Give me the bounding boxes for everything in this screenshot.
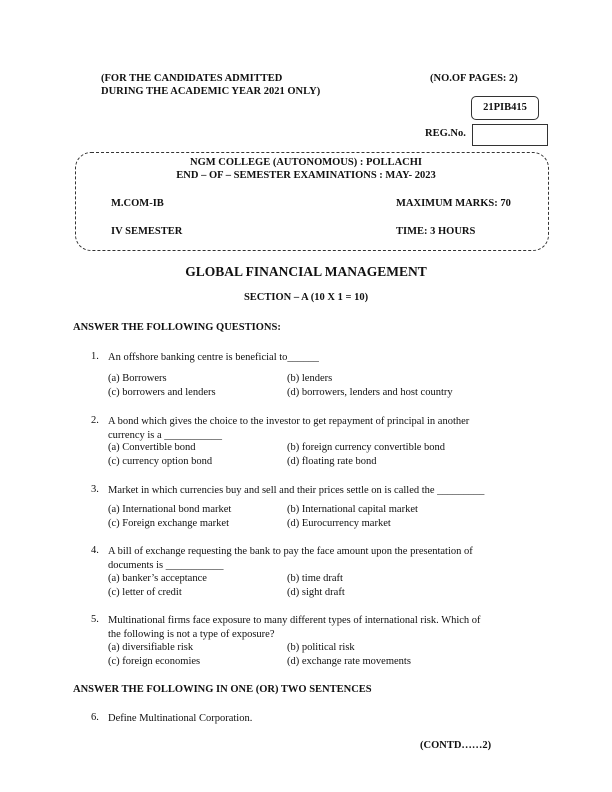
option-c: (c) letter of credit bbox=[108, 587, 182, 598]
semester: IV SEMESTER bbox=[111, 226, 183, 237]
question-text: Market in which currencies buy and sell and their prices settle on is called the _________ bbox=[108, 485, 485, 496]
question-text: Multinational firms face exposure to many different types of international risk. Which of bbox=[108, 615, 481, 626]
option-c: (c) Foreign exchange market bbox=[108, 518, 229, 529]
exam-name: END – OF – SEMESTER EXAMINATIONS : MAY- 2023 bbox=[176, 170, 436, 181]
option-a: (a) Borrowers bbox=[108, 373, 167, 384]
admission-note-line2: DURING THE ACADEMIC YEAR 2021 ONLY) bbox=[101, 86, 321, 97]
paper-code-badge: 21PIB415 bbox=[471, 96, 539, 120]
option-d: (d) exchange rate movements bbox=[287, 656, 411, 667]
option-d: (d) sight draft bbox=[287, 587, 345, 598]
reg-no-field[interactable] bbox=[472, 124, 548, 146]
option-a: (a) International bond market bbox=[108, 504, 232, 515]
question-text-cont: currency is a ___________ bbox=[108, 430, 223, 441]
continued-note: (CONTD……2) bbox=[420, 740, 492, 751]
question-number: 1. bbox=[91, 351, 99, 362]
option-a: (a) Convertible bond bbox=[108, 442, 196, 453]
admission-note-line1: (FOR THE CANDIDATES ADMITTED bbox=[101, 73, 283, 84]
option-d: (d) floating rate bond bbox=[287, 456, 377, 467]
paper-title: GLOBAL FINANCIAL MANAGEMENT bbox=[185, 264, 427, 279]
option-a: (a) banker’s acceptance bbox=[108, 573, 207, 584]
max-marks: MAXIMUM MARKS: 70 bbox=[396, 198, 511, 209]
option-b: (b) lenders bbox=[287, 373, 333, 384]
page-count: (NO.OF PAGES: 2) bbox=[430, 73, 518, 84]
course-name: M.COM-IB bbox=[111, 198, 164, 209]
exam-duration: TIME: 3 HOURS bbox=[396, 226, 476, 237]
question-number: 3. bbox=[91, 484, 99, 495]
question-text: Define Multinational Corporation. bbox=[108, 713, 253, 724]
option-b: (b) time draft bbox=[287, 573, 343, 584]
option-b: (b) political risk bbox=[287, 642, 355, 653]
reg-no-label: REG.No. bbox=[425, 128, 466, 139]
option-c: (c) borrowers and lenders bbox=[108, 387, 216, 398]
question-number: 5. bbox=[91, 614, 99, 625]
option-c: (c) foreign economies bbox=[108, 656, 201, 667]
question-text: A bill of exchange requesting the bank to pay the face amount upon the presentation of bbox=[108, 546, 473, 557]
option-d: (d) borrowers, lenders and host country bbox=[287, 387, 453, 398]
option-d: (d) Eurocurrency market bbox=[287, 518, 391, 529]
instruction-heading-1: ANSWER THE FOLLOWING QUESTIONS: bbox=[73, 322, 281, 333]
instruction-heading-2: ANSWER THE FOLLOWING IN ONE (OR) TWO SENTENCES bbox=[73, 684, 372, 695]
section-heading: SECTION – A (10 X 1 = 10) bbox=[243, 292, 369, 303]
option-b: (b) foreign currency convertible bond bbox=[287, 442, 446, 453]
question-text-cont: the following is not a type of exposure? bbox=[108, 629, 275, 640]
question-text: A bond which gives the choice to the investor to get repayment of principal in another bbox=[108, 416, 470, 427]
question-number: 2. bbox=[91, 415, 99, 426]
question-number: 4. bbox=[91, 545, 99, 556]
college-name: NGM COLLEGE (AUTONOMOUS) : POLLACHI bbox=[190, 157, 422, 168]
question-text-cont: documents is ___________ bbox=[108, 560, 224, 571]
option-a: (a) diversifiable risk bbox=[108, 642, 194, 653]
option-c: (c) currency option bond bbox=[108, 456, 213, 467]
question-number: 6. bbox=[91, 712, 99, 723]
question-text: An offshore banking centre is beneficial to______ bbox=[108, 352, 319, 363]
option-b: (b) International capital market bbox=[287, 504, 418, 515]
